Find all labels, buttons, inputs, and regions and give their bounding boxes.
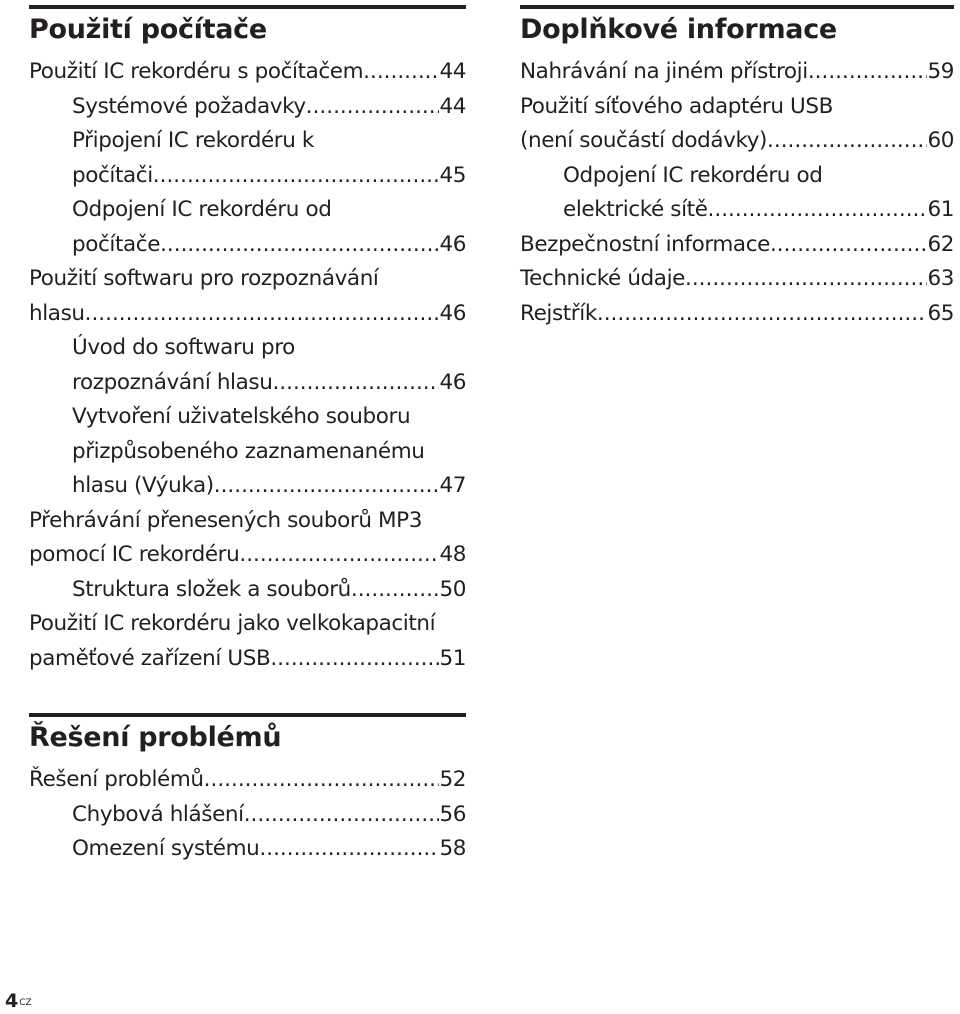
dot-leader — [597, 297, 928, 332]
toc-entry-last-line — [72, 366, 466, 401]
toc-entry-text-line: Použití IC rekordéru s počítačem — [29, 59, 364, 84]
toc-entry-last-line — [29, 55, 466, 90]
toc-section-reseni-problemu — [29, 713, 466, 867]
section-title: Doplňkové informace — [520, 14, 837, 45]
toc-list — [29, 763, 466, 867]
page-number-value: 4 — [5, 990, 19, 1012]
toc-list — [520, 55, 954, 331]
toc-entry — [520, 90, 954, 159]
toc-entry — [29, 504, 466, 573]
toc-entry-text-line: hlasu (Výuka) — [72, 473, 214, 498]
toc-entry-last-line — [72, 90, 466, 125]
toc-entry — [29, 832, 466, 867]
section-title: Řešení problémů — [29, 722, 282, 753]
toc-page-number: 44 — [439, 59, 466, 84]
toc-entry-last-line — [72, 832, 466, 867]
toc-page-number: 52 — [439, 767, 466, 792]
toc-section-pouziti-pocitace — [29, 5, 466, 676]
dot-leader — [85, 297, 440, 332]
toc-entry-last-line — [29, 297, 466, 332]
toc-entry-text-line: rozpoznávání hlasu — [72, 369, 273, 395]
toc-entry-last-line — [72, 159, 466, 194]
toc-entry-last-line — [520, 55, 954, 90]
toc-entry-text-line: Odpojení IC rekordéru od — [72, 197, 332, 222]
toc-page-number: 46 — [439, 300, 466, 326]
toc-entry-text-line: Vytvoření uživatelského souboru — [72, 404, 411, 429]
toc-entry — [520, 55, 954, 90]
toc-entry-text-line: Použití softwaru pro rozpoznávání — [29, 266, 379, 291]
toc-entry-text-line: (není součástí dodávky) — [520, 128, 768, 153]
toc-entry-text-line: Systémové požadavky — [72, 93, 306, 119]
toc-entry-text-line: Bezpečnostní informace — [520, 231, 770, 257]
toc-entry-text-line: Přehrávání přenesených souborů MP3 — [29, 507, 422, 533]
toc-section-doplnkove-informace — [520, 5, 954, 331]
dot-leader — [770, 228, 927, 263]
toc-entry-text-line: Úvod do softwaru pro — [72, 335, 295, 360]
dot-leader — [214, 469, 440, 504]
toc-page-number: 56 — [439, 801, 466, 827]
toc-page-number: 46 — [439, 369, 466, 395]
toc-page-number: 46 — [439, 231, 466, 257]
toc-entry-last-line — [29, 642, 466, 677]
dot-leader — [204, 763, 440, 798]
toc-entry — [29, 331, 466, 400]
toc-page-number: 65 — [927, 300, 954, 326]
toc-entry-last-line — [520, 262, 954, 297]
toc-entry — [29, 798, 466, 833]
toc-page-number: 58 — [439, 836, 466, 861]
dot-leader — [306, 90, 440, 125]
section-title: Použití počítače — [29, 14, 267, 45]
toc-entry-text-line: Omezení systému — [72, 836, 260, 861]
toc-entry-last-line — [29, 538, 466, 573]
toc-page-number: 60 — [927, 128, 954, 153]
toc-entry-last-line — [520, 124, 954, 159]
dot-leader — [808, 55, 928, 90]
toc-entry-last-line — [520, 297, 954, 332]
toc-entry-last-line — [72, 798, 466, 833]
dot-leader — [708, 193, 928, 228]
toc-list — [29, 55, 466, 676]
toc-page-number: 45 — [439, 162, 466, 188]
toc-entry-last-line — [520, 228, 954, 263]
toc-entry-text-line: počítače — [72, 231, 161, 257]
dot-leader — [239, 538, 439, 573]
toc-page-number: 50 — [439, 576, 466, 602]
dot-leader — [259, 832, 439, 867]
page-number — [5, 990, 32, 1012]
toc-entry-text-line: Připojení IC rekordéru k — [72, 128, 314, 153]
toc-entry — [520, 159, 954, 228]
toc-entry-text-line: Nahrávání na jiném přístroji — [520, 59, 808, 84]
toc-entry — [29, 55, 466, 90]
toc-entry-text-line: Chybová hlášení — [72, 801, 244, 827]
toc-entry-text-line: hlasu — [29, 300, 85, 326]
language-code: CZ — [19, 998, 32, 1008]
toc-page-number: 51 — [439, 645, 466, 671]
toc-entry-text-line: Technické údaje — [520, 266, 685, 291]
dot-leader — [351, 573, 440, 608]
toc-page-number: 47 — [439, 473, 466, 498]
dot-leader — [363, 55, 439, 90]
toc-entry-last-line — [563, 193, 954, 228]
toc-entry-last-line — [72, 469, 466, 504]
toc-entry-text-line: pomocí IC rekordéru — [29, 542, 240, 567]
toc-page-number: 61 — [927, 197, 954, 222]
toc-entry — [29, 262, 466, 331]
toc-entry-text-line: Odpojení IC rekordéru od — [563, 162, 823, 188]
toc-entry-text-line: paměťové zařízení USB — [29, 645, 271, 671]
toc-entry-last-line — [29, 763, 466, 798]
dot-leader — [244, 798, 440, 833]
toc-page-number: 48 — [439, 542, 466, 567]
toc-entry — [29, 400, 466, 504]
toc-entry — [29, 193, 466, 262]
toc-entry-text-line: Použití síťového adaptéru USB — [520, 93, 833, 119]
toc-entry — [29, 573, 466, 608]
toc-entry-text-line: Použití IC rekordéru jako velkokapacitní — [29, 611, 436, 636]
dot-leader — [272, 366, 439, 401]
dot-leader — [767, 124, 927, 159]
dot-leader — [685, 262, 927, 297]
toc-page-number: 59 — [927, 59, 954, 84]
toc-entry — [29, 90, 466, 125]
toc-entry-last-line — [72, 573, 466, 608]
toc-entry — [29, 763, 466, 798]
toc-entry — [520, 228, 954, 263]
toc-entry-text-line: Struktura složek a souborů — [72, 576, 351, 602]
toc-page-number: 62 — [927, 231, 954, 257]
toc-page-number: 63 — [927, 266, 954, 291]
toc-entry-text-line: Rejstřík — [520, 300, 597, 326]
toc-entry-text-line: Řešení problémů — [29, 767, 204, 792]
toc-entry — [520, 297, 954, 332]
toc-entry — [29, 607, 466, 676]
toc-entry — [29, 124, 466, 193]
toc-entry — [520, 262, 954, 297]
toc-entry-text-line: elektrické sítě — [563, 197, 708, 222]
toc-entry-text-line: počítači — [72, 162, 153, 188]
dot-leader — [160, 228, 439, 263]
dot-leader — [153, 159, 440, 194]
toc-entry-text-line: přizpůsobeného zaznamenanému — [72, 438, 425, 464]
toc-entry-last-line — [72, 228, 466, 263]
toc-page-number: 44 — [439, 93, 466, 119]
dot-leader — [270, 642, 439, 677]
